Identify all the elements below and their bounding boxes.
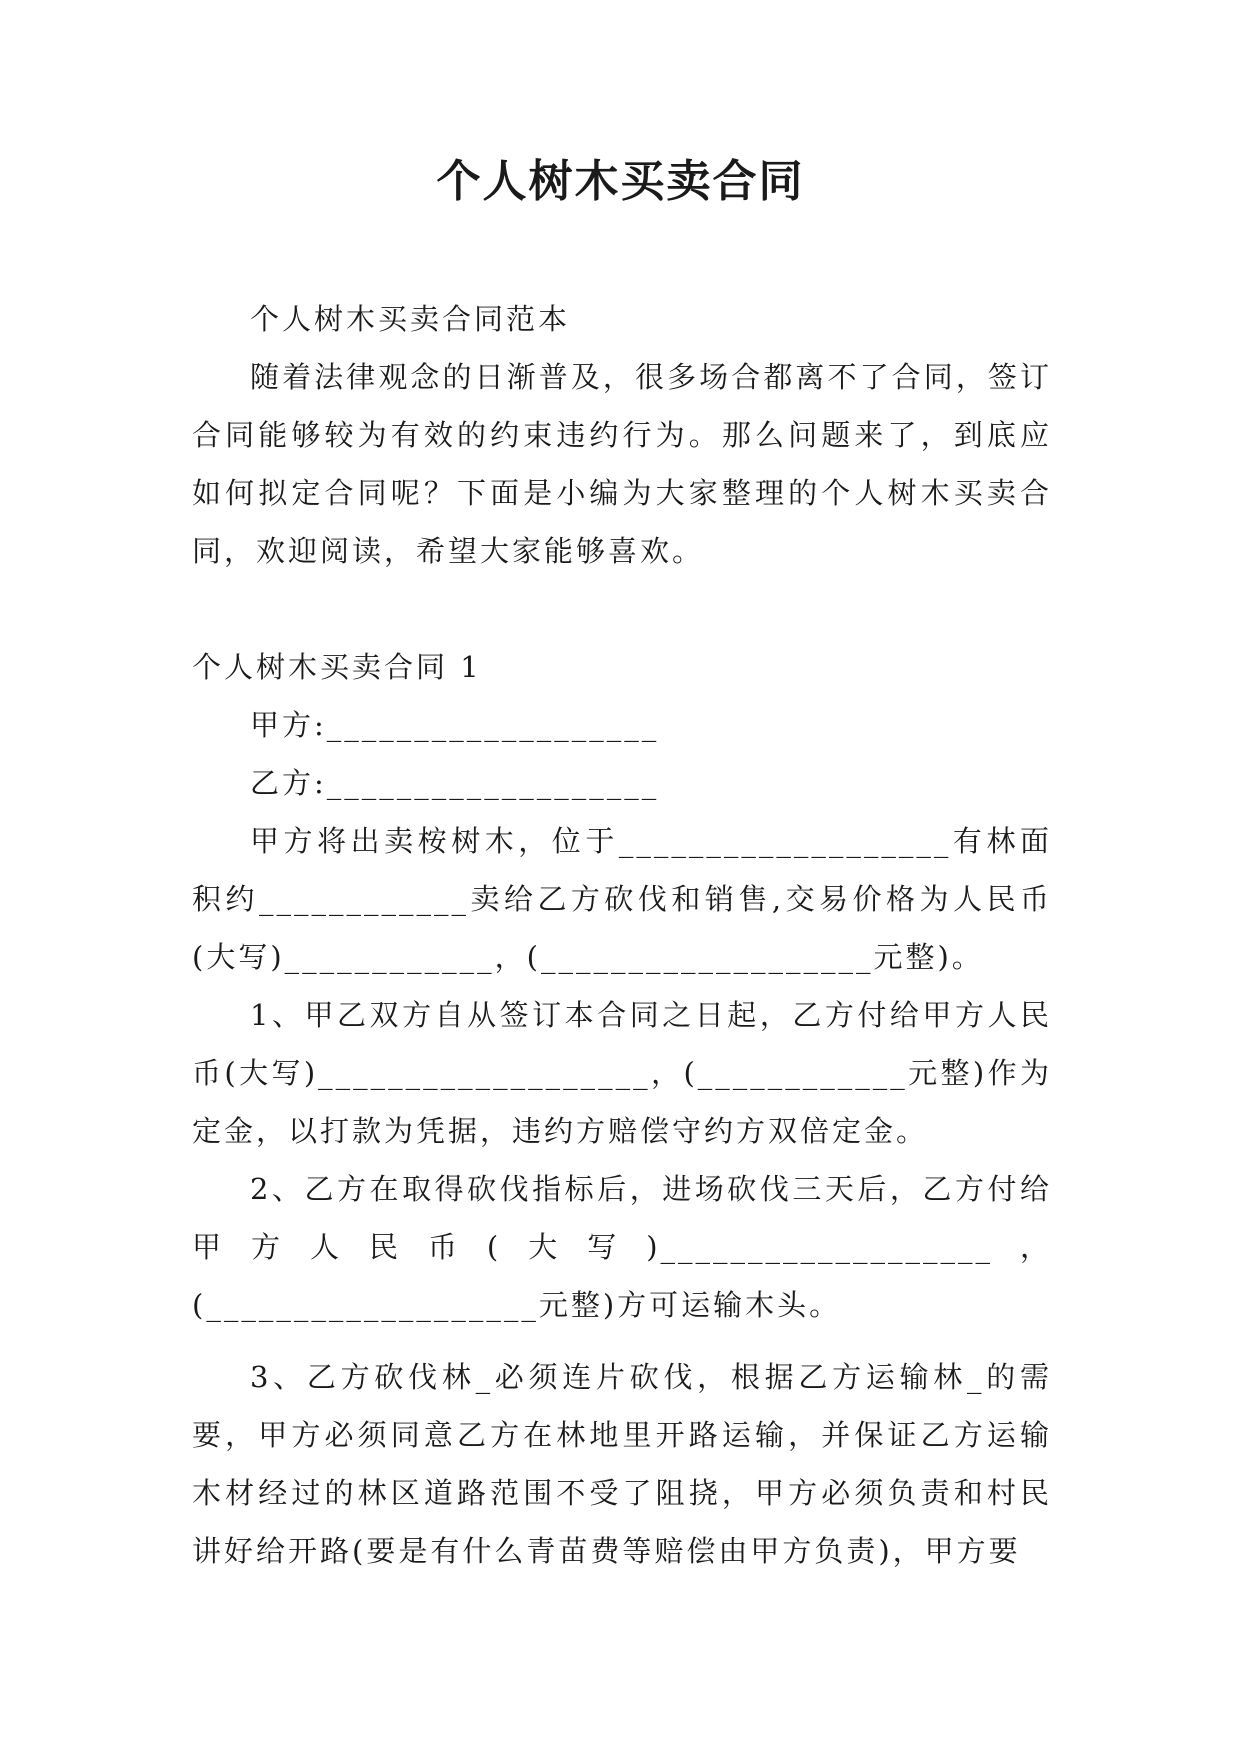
- document-title: 个人树木买卖合同: [436, 156, 805, 207]
- sale-terms-paragraph: 甲方将出卖桉树木，位于___________________有林面积约____________卖给乙方砍伐和销售,交易价格为人民币(大写)____________，(___________________元整)。: [192, 824, 1052, 974]
- clause-2-paragraph: 2、乙方在取得砍伐指标后，进场砍伐三天后，乙方付给甲方人民币(大写)___________________，(___________________元整)方可运输木头。: [192, 1172, 1052, 1322]
- party-b-line: 乙方:___________________: [250, 766, 660, 800]
- document-body: [192, 290, 1052, 1580]
- subtitle-paragraph: 个人树木买卖合同范本: [250, 302, 571, 336]
- clause-3-paragraph: 3、乙方砍伐林_必须连片砍伐，根据乙方运输林_的需要，甲方必须同意乙方在林地里开路运输，并保证乙方运输木材经过的林区道路范围不受了阻挠，甲方必须负责和村民讲好给开路(要是有什么青苗费等赔偿由甲方负责)，甲方要: [192, 1360, 1052, 1568]
- section-heading: 个人树木买卖合同 1: [192, 650, 482, 684]
- intro-paragraph: 随着法律观念的日渐普及，很多场合都离不了合同，签订合同能够较为有效的约束违约行为。那么问题来了，到底应如何拟定合同呢？下面是小编为大家整理的个人树木买卖合同，欢迎阅读，希望大家能够喜欢。: [192, 360, 1052, 568]
- clause-1-paragraph: 1、甲乙双方自从签订本合同之日起，乙方付给甲方人民币(大写)___________________，(____________元整)作为定金，以打款为凭据，违约方赔偿守约方双倍定金。: [192, 998, 1052, 1148]
- party-a-line: 甲方:___________________: [250, 708, 660, 742]
